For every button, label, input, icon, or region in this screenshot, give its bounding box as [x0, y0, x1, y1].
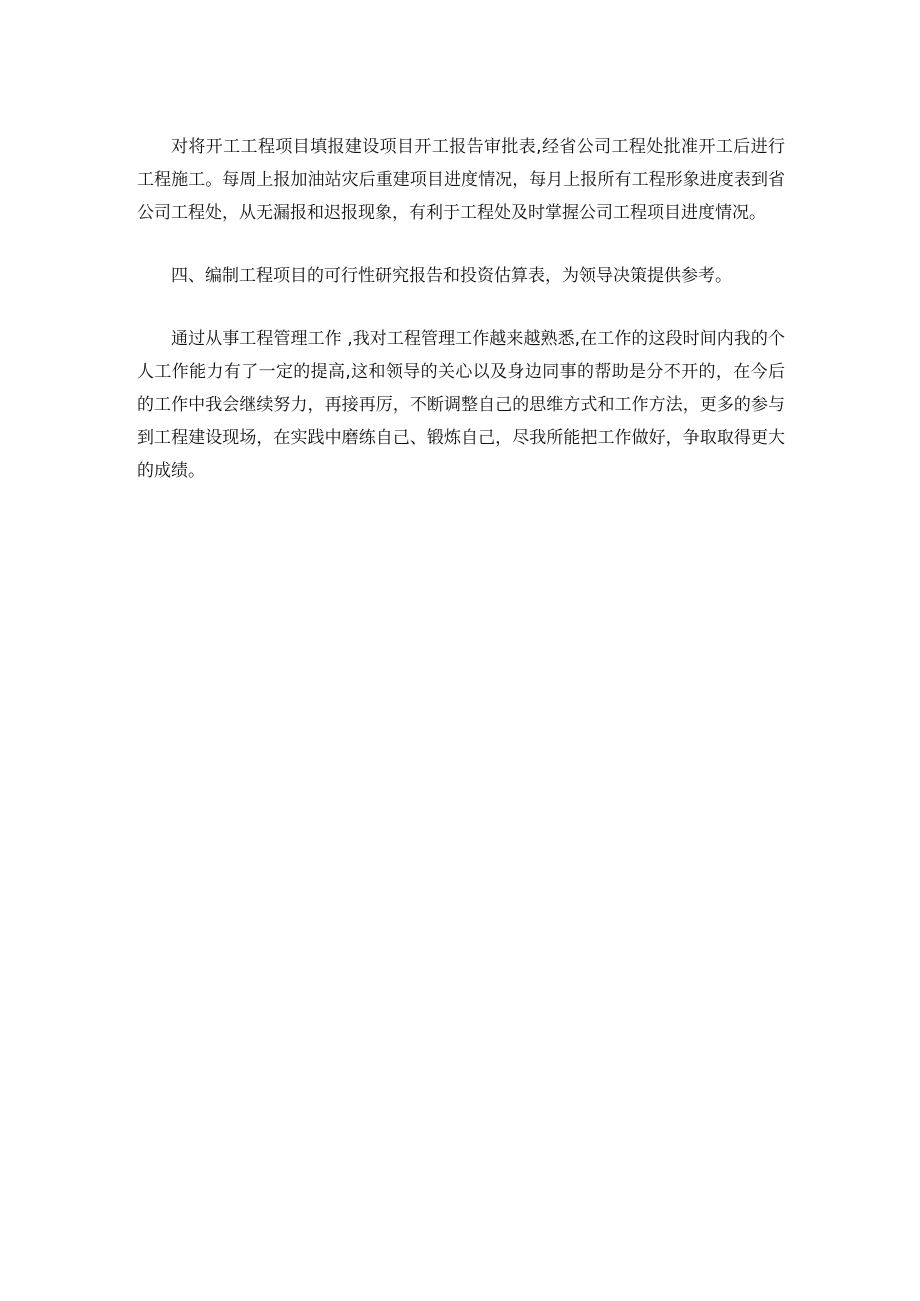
paragraph-feasibility-study: 四、编制工程项目的可行性研究报告和投资估算表，为领导决策提供参考。 [171, 266, 732, 286]
paragraph-construction-reporting: 对将开工工程项目填报建设项目开工报告审批表,经省公司工程处批准开工后进行工程施工。每周上报加油站灾后重建项目进度情况，每月上报所有工程形象进度表到省公司工程处，从无漏报和迟报现象，有利于工程处及时掌握公司工程项目进度情况。 [137, 137, 785, 223]
document-body [137, 131, 785, 488]
paragraph-spacer [137, 230, 785, 260]
paragraph-spacer [137, 293, 785, 323]
paragraph-summary: 通过从事工程管理工作 ,我对工程管理工作越来越熟悉,在工作的这段时间内我的个人工作能力有了一定的提高,这和领导的关心以及身边同事的帮助是分不开的，在今后的工作中我会继续努力，再接再厉，不断调整自己的思维方式和工作方法，更多的参与到工程建设现场，在实践中磨练自己、锻炼自己，尽我所能把工作做好，争取取得更大的成绩。 [137, 329, 785, 481]
